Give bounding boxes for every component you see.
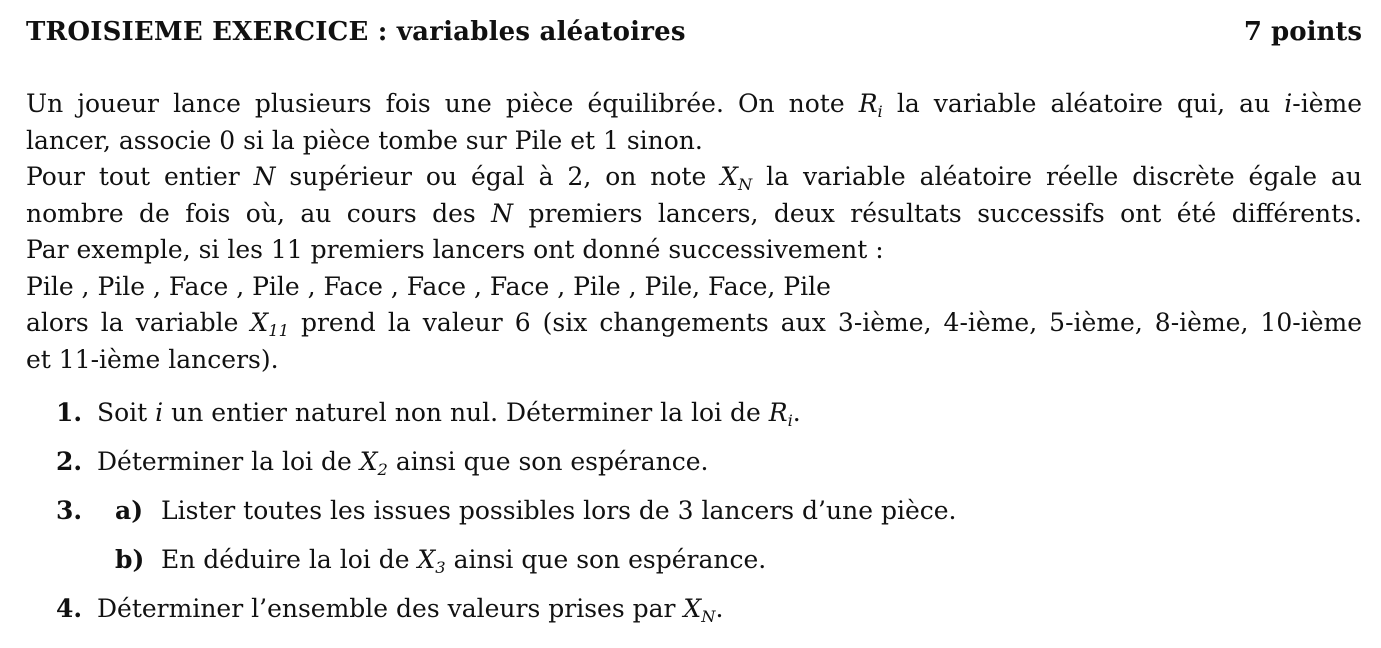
math-subscript: N: [738, 174, 753, 194]
question-text: [97, 437, 709, 486]
math-var: R: [768, 398, 788, 427]
question-number: 3.: [56, 496, 83, 525]
text-run: prend la valeur 6 (six changements aux 3-ième, 4-ième, 5-ième, 8-ième, 10-ième: [288, 308, 1362, 337]
statement-line: [26, 86, 1362, 123]
question-text: [97, 388, 801, 437]
text-run: nombre de fois où, au cours des: [26, 198, 492, 228]
statement-line: [26, 196, 1362, 233]
example-sequence: Pile , Pile , Face , Pile , Face , Face , Face , Pile , Pile, Face, Pile: [26, 271, 831, 301]
text-run: ainsi que son espérance.: [445, 545, 767, 574]
statement-line: Par exemple, si les 11 premiers lancers ont donné successivement :: [26, 235, 884, 264]
math-var: X: [417, 545, 436, 574]
text-run: un entier naturel non nul. Déterminer la loi de: [163, 398, 769, 427]
exercise-points: 7 points: [1243, 17, 1362, 47]
statement-line: et 11-ième lancers).: [26, 344, 279, 374]
math-subscript: i: [877, 101, 883, 121]
subquestion-text: Lister toutes les issues possibles lors de 3 lancers d’une pièce.: [161, 496, 957, 525]
text-run: premiers lancers, deux résultats successifs ont été différents.: [513, 198, 1362, 228]
math-subscript: i: [787, 410, 793, 430]
text-run: Soit: [97, 398, 156, 427]
subquestion-label: b): [115, 545, 145, 574]
text-run: la variable aléatoire réelle discrète égale au: [752, 162, 1362, 191]
text-run: Déterminer l’ensemble des valeurs prises par: [97, 594, 684, 623]
text-run: alors la variable: [26, 308, 251, 337]
math-var: X: [250, 308, 269, 337]
text-run: En déduire la loi de: [161, 545, 418, 574]
exercise-page: [26, 14, 1362, 633]
text-run: supérieur ou égal à 2, on note: [275, 162, 721, 191]
question-number: 2.: [56, 447, 83, 476]
math-var: i: [1284, 89, 1293, 118]
math-var: R: [858, 89, 878, 118]
statement-line: [26, 305, 1362, 342]
question-list: [26, 388, 1362, 633]
math-var: X: [683, 594, 702, 623]
question-text: [97, 584, 723, 633]
text-run: Un joueur lance plusieurs fois une pièce équilibrée. On note: [26, 89, 859, 118]
math-var: N: [253, 162, 276, 191]
question-2: [26, 437, 1362, 486]
exercise-statement: [26, 86, 1362, 378]
text-run: .: [715, 594, 724, 623]
statement-line: lancer, associe 0 si la pièce tombe sur Pile et 1 sinon.: [26, 125, 703, 155]
question-4: [26, 584, 1362, 633]
math-var: X: [720, 162, 739, 191]
question-number: 4.: [56, 594, 83, 623]
exercise-header: [26, 14, 1362, 50]
question-1: [26, 388, 1362, 437]
exercise-title: TROISIEME EXERCICE : variables aléatoires: [26, 17, 686, 47]
question-number: 1.: [56, 398, 83, 427]
subquestion-label: a): [115, 496, 144, 525]
math-var: N: [491, 198, 514, 228]
math-subscript: N: [701, 606, 716, 626]
math-subscript: 2: [377, 459, 388, 479]
statement-line: [26, 159, 1362, 196]
text-run: .: [792, 398, 801, 427]
math-var: i: [155, 398, 164, 427]
math-var: X: [359, 447, 378, 476]
text-run: la variable aléatoire qui, au: [882, 89, 1285, 118]
text-run: -ième: [1292, 89, 1362, 118]
math-subscript: 3: [435, 557, 446, 577]
question-3b: [26, 535, 1362, 584]
subquestion-text: [161, 535, 766, 584]
question-3a: [26, 486, 1362, 535]
text-run: Déterminer la loi de: [97, 447, 360, 476]
math-subscript: 11: [268, 320, 289, 340]
text-run: ainsi que son espérance.: [387, 447, 709, 476]
text-run: Pour tout entier: [26, 162, 254, 191]
